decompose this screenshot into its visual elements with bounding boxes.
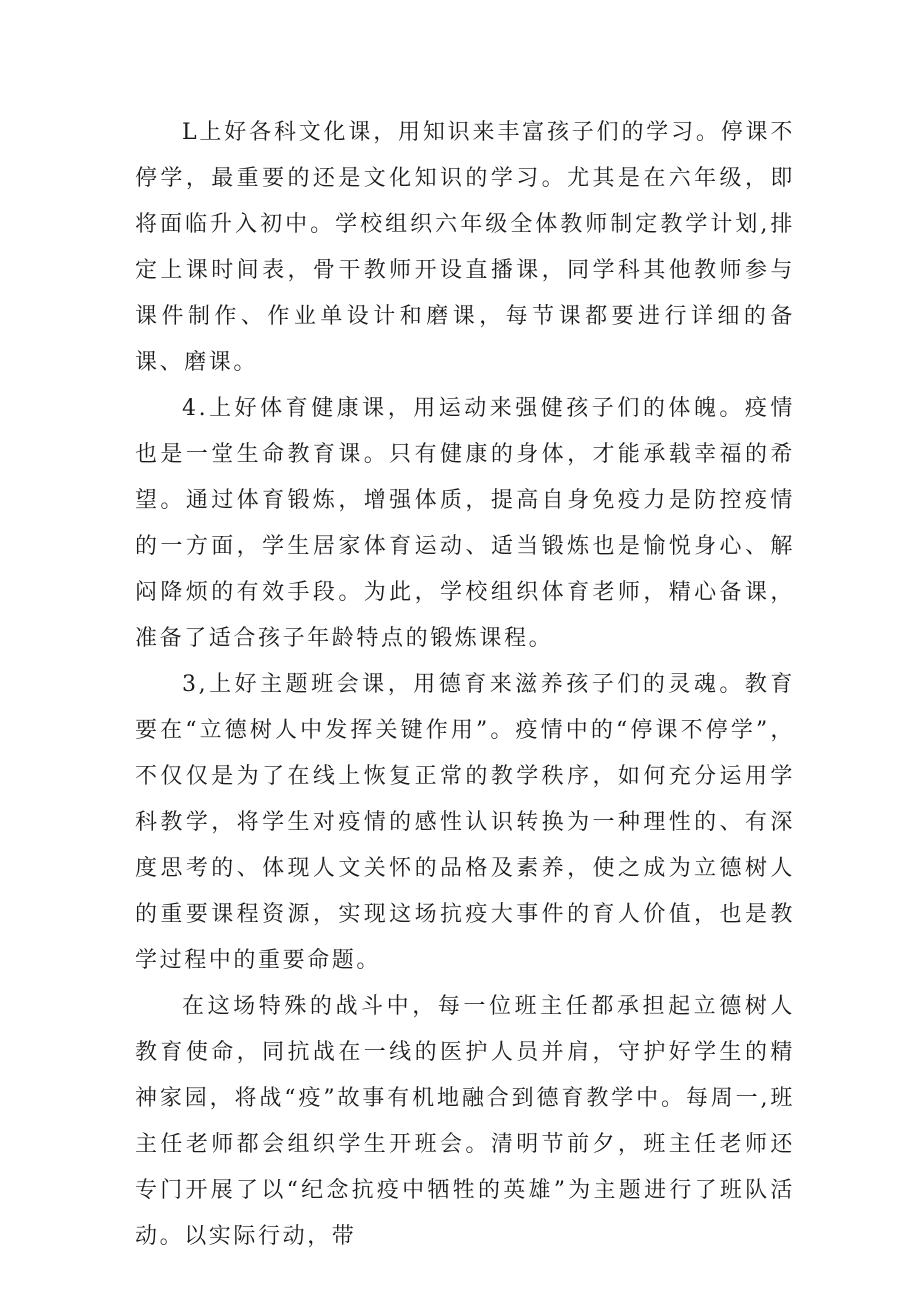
paragraph-culture-courses: L上好各科文化课，用知识来丰富孩子们的学习。停课不停学，最重要的还是文化知识的学习。尤其是在六年级，即将面临升入初中。学校组织六年级全体教师制定教学计划,排定上课时间表，骨干教师开设直播课，同学科其他教师参与课件制作、作业单设计和磨课，每节课都要进行详细的备课、磨课。 bbox=[135, 120, 795, 375]
paragraph-head-teachers: 在这场特殊的战斗中，每一位班主任都承担起立德树人教育使命，同抗战在一线的医护人员并肩，守护好学生的精神家园，将战“疫”故事有机地融合到德育教学中。每周一,班主任老师都会组织学生开班会。清明节前夕，班主任老师还专门开展了以“纪念抗疫中牺牲的英雄”为主题进行了班队活动。以实际行动，带 bbox=[135, 994, 795, 1249]
paragraph-pe-courses: 4.上好体育健康课，用运动来强健孩子们的体魄。疫情也是一堂生命教育课。只有健康的身体，才能承载幸福的希望。通过体育锻炼，增强体质，提高自身免疫力是防控疫情的一方面，学生居家体育运动、适当锻炼也是愉悦身心、解闷降烦的有效手段。为此，学校组织体育老师，精心备课，准备了适合孩子年龄特点的锻炼课程。 bbox=[135, 396, 795, 651]
document-page bbox=[135, 110, 795, 1260]
paragraph-class-meeting: 3,上好主题班会课，用德育来滋养孩子们的灵魂。教育要在“立德树人中发挥关键作用”。疫情中的“停课不停学”，不仅仅是为了在线上恢复正常的教学秩序，如何充分运用学科教学，将学生对疫情的感性认识转换为一种理性的、有深度思考的、体现人文关怀的品格及素养，使之成为立德树人的重要课程资源，实现这场抗疫大事件的育人价值，也是教学过程中的重要命题。 bbox=[135, 672, 795, 973]
